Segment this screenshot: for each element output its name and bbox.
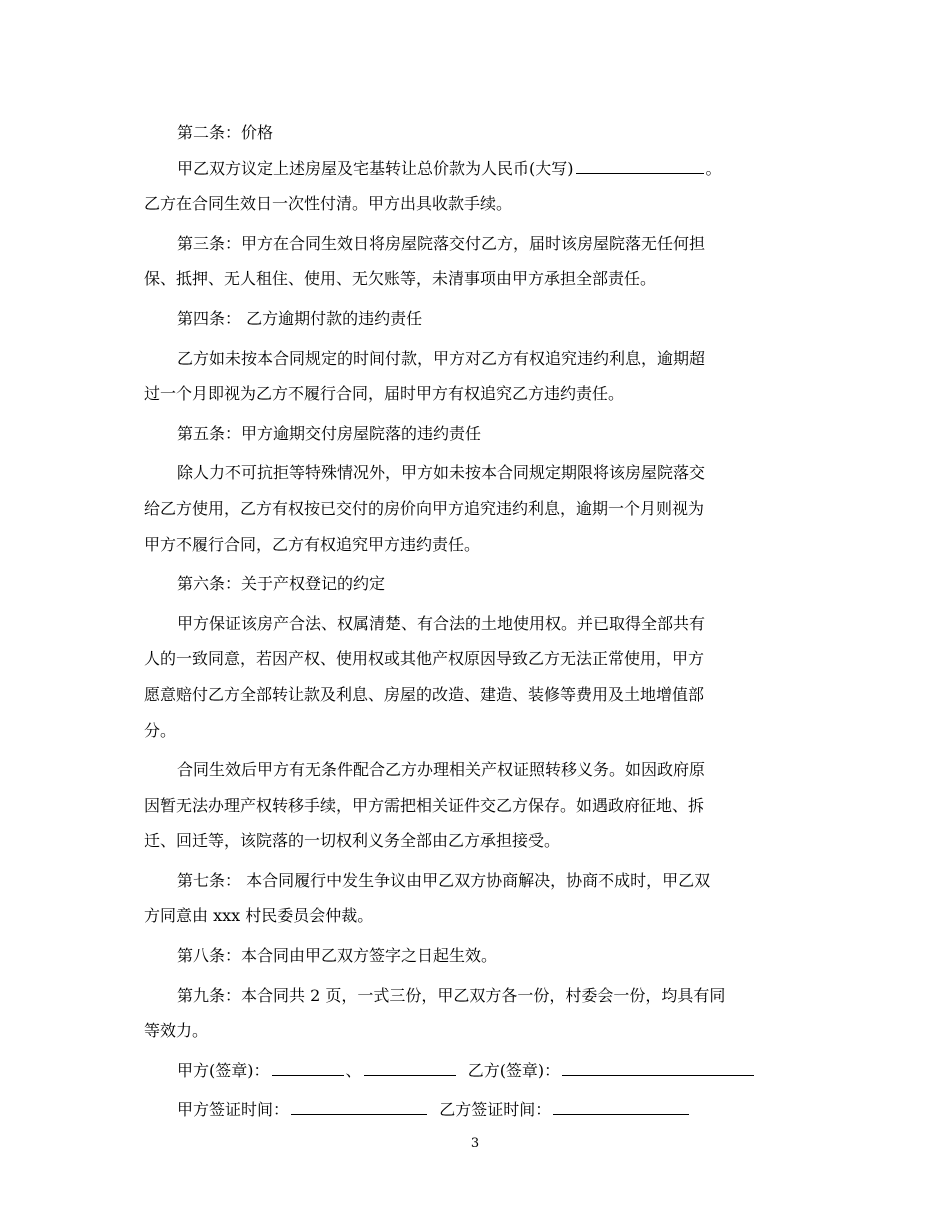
article6-p1-line-3: 愿意赔付乙方全部转让款及利息、房屋的改造、建造、装修等费用及土地增值部 [144, 684, 705, 704]
article7-line-2: 方同意由 xxx 村民委员会仲裁。 [144, 906, 374, 926]
article6-p2-line-1: 合同生效后甲方有无条件配合乙方办理相关产权证照转移义务。如因政府原 [177, 760, 706, 780]
article4-line-2: 过一个月即视为乙方不履行合同，届时甲方有权追究乙方违约责任。 [144, 384, 625, 404]
article6-p1-line-1: 甲方保证该房产合法、权属清楚、有合法的土地使用权。并已取得全部共有 [177, 613, 706, 633]
article2-heading: 第二条：价格 [177, 123, 274, 142]
article7-line-1: 第七条： 本合同履行中发生争议由甲乙双方协商解决，协商不成时，甲乙双 [177, 870, 711, 890]
party-a-sign-blank-2[interactable] [364, 1057, 456, 1076]
signature-row [144, 1053, 808, 1089]
article3-line-1: 第三条：甲方在合同生效日将房屋院落交付乙方，届时该房屋院落无任何担 [177, 233, 706, 253]
article6-p2-line-3: 迁、回迁等，该院落的一切权利义务全部由乙方承担接受。 [144, 831, 561, 851]
article5-line-3: 甲方不履行合同，乙方有权追究甲方违约责任。 [144, 534, 481, 554]
article6-p1-line-2: 人的一致同意，若因产权、使用权或其他产权原因导致乙方无法正常使用，甲方 [144, 649, 705, 669]
article5-line-2: 给乙方使用，乙方有权按已交付的房价向甲方追究违约利息，逾期一个月则视为 [144, 498, 705, 518]
price-blank [576, 155, 704, 174]
party-a-sign-blank-1[interactable] [272, 1057, 344, 1076]
party-b-date-blank[interactable] [553, 1096, 689, 1115]
article6-heading: 第六条：关于产权登记的约定 [177, 574, 386, 594]
party-b-sign-label: 乙方(签章)： [467, 1060, 561, 1080]
article9-line-2: 等效力。 [144, 1021, 209, 1041]
article2-text: 甲乙双方议定上述房屋及宅基转让总价款为人民币(大写) [177, 158, 574, 178]
article4-heading: 第四条： 乙方逾期付款的违约责任 [177, 308, 423, 328]
sign-date-row [144, 1092, 808, 1128]
page-number: 3 [470, 1136, 480, 1151]
party-b-date-label: 乙方签证时间： [439, 1100, 552, 1120]
article5-line-1: 除人力不可抗拒等特殊情况外，甲方如未按本合同规定期限将该房屋院落交 [177, 463, 706, 483]
article8-line: 第八条：本合同由甲乙双方签字之日起生效。 [177, 946, 498, 966]
contract-body [144, 115, 808, 1128]
party-b-sign-blank[interactable] [562, 1057, 754, 1076]
sign-separator: 、 [345, 1060, 362, 1080]
article6-p2-line-2: 因暂无法办理产权转移手续，甲方需把相关证件交乙方保存。如遇政府征地、拆 [144, 795, 705, 815]
article2-line-2: 乙方在合同生效日一次性付清。甲方出具收款手续。 [144, 194, 513, 214]
article2-period: 。 [705, 158, 722, 178]
article2-line-1 [144, 151, 808, 187]
article9-line-1: 第九条：本合同共 2 页，一式三份，甲乙双方各一份，村委会一份，均具有同 [177, 985, 726, 1005]
article6-p1-line-4: 分。 [144, 720, 177, 740]
party-a-sign-label: 甲方(签章)： [177, 1060, 270, 1080]
article5-heading: 第五条：甲方逾期交付房屋院落的违约责任 [177, 423, 482, 443]
party-a-date-label: 甲方签证时间： [177, 1100, 290, 1120]
article4-line-1: 乙方如未按本合同规定的时间付款，甲方对乙方有权追究违约利息，逾期超 [177, 348, 706, 368]
article3-line-2: 保、抵押、无人租住、使用、无欠账等，未清事项由甲方承担全部责任。 [144, 269, 657, 289]
party-a-date-blank[interactable] [291, 1096, 427, 1115]
